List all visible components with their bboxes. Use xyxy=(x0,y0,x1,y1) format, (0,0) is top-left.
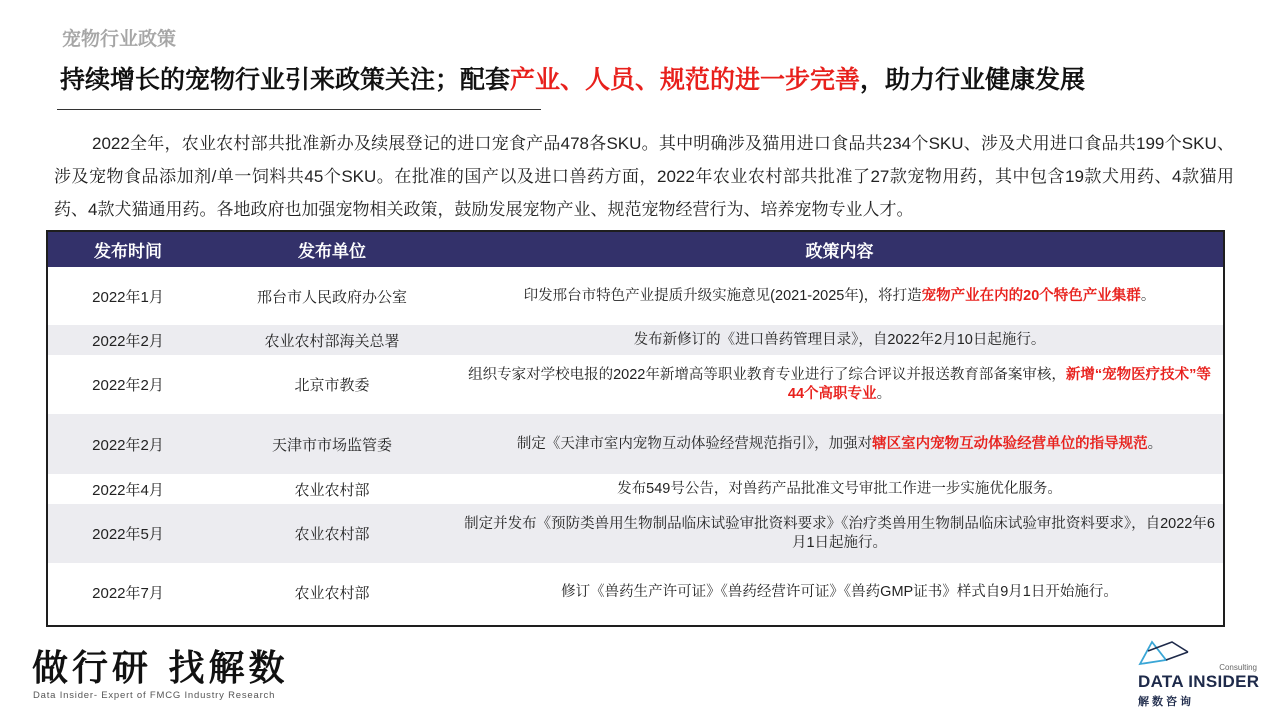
table-row xyxy=(48,474,1223,504)
cell-unit: 农业农村部海关总署 xyxy=(264,332,400,350)
cell-content xyxy=(456,287,1223,306)
content-text: 制定《天津市室内宠物互动体验经营规范指引》，加强对 xyxy=(516,435,873,452)
content-highlight: 新增“宠物医疗技术”等44个高职专业 xyxy=(787,366,1211,402)
cell-date: 2022年7月 xyxy=(92,584,164,602)
table-row xyxy=(48,355,1223,414)
table-row xyxy=(48,414,1223,474)
logo-consulting: Consulting xyxy=(1219,663,1257,672)
header-content: 政策内容 xyxy=(805,242,874,261)
header-unit: 发布单位 xyxy=(298,242,366,261)
cell-unit: 农业农村部 xyxy=(294,526,370,543)
logo-name: DATA INSIDER xyxy=(1138,672,1260,691)
cell-content xyxy=(456,480,1223,499)
title-divider xyxy=(57,109,541,110)
cell-unit: 邢台市人民政府办公室 xyxy=(256,288,407,306)
cell-content xyxy=(456,515,1223,553)
content-text: 发布新修订的《进口兽药管理目录》，自2022年2月10日起施行。 xyxy=(633,331,1046,348)
content-highlight: 宠物产业在内的20个特色产业集群 xyxy=(921,287,1141,304)
cell-date: 2022年1月 xyxy=(92,288,164,306)
cell-content xyxy=(456,366,1223,404)
header-date: 发布时间 xyxy=(94,242,162,261)
cell-content xyxy=(456,435,1223,454)
title-highlight: 产业、人员、规范的进一步完善 xyxy=(510,66,861,94)
cell-date: 2022年2月 xyxy=(92,436,164,454)
content-text: 印发邢台市特色产业提质升级实施意见(2021-2025年)，将打造 xyxy=(523,287,922,304)
table-row xyxy=(48,563,1223,621)
cell-date: 2022年5月 xyxy=(92,526,164,543)
logo-cn-name: 解数咨询 xyxy=(1138,696,1194,708)
content-text: 修订《兽药生产许可证》《兽药经营许可证》《兽药GMP证书》样式自9月1日开始施行。 xyxy=(561,583,1118,600)
content-tail: 。 xyxy=(876,385,892,402)
content-text: 制定并发布《预防类兽用生物制品临床试验审批资料要求》《治疗类兽用生物制品临床试验审批资料要求》，自2022年6月1日起施行。 xyxy=(464,515,1215,551)
cell-content xyxy=(456,331,1223,350)
table-header-row xyxy=(48,232,1223,267)
table-row xyxy=(48,504,1223,563)
data-insider-logo xyxy=(1136,638,1260,710)
cell-date: 2022年2月 xyxy=(92,377,164,394)
cell-date: 2022年2月 xyxy=(92,332,164,350)
logo-mark-icon xyxy=(1136,638,1206,668)
table-row xyxy=(48,325,1223,355)
cell-content xyxy=(456,583,1223,602)
content-tail: 。 xyxy=(1147,435,1163,452)
title-part-2: ，助力行业健康发展 xyxy=(860,66,1086,94)
section-tag: 宠物行业政策 xyxy=(62,29,177,50)
cell-unit: 农业农村部 xyxy=(294,481,370,499)
content-highlight: 辖区室内宠物互动体验经营单位的指导规范 xyxy=(872,435,1148,452)
title-part-1: 持续增长的宠物行业引来政策关注；配套 xyxy=(60,66,511,94)
content-tail: 。 xyxy=(1140,287,1156,304)
footer-subtitle: Data Insider- Expert of FMCG Industry Research xyxy=(33,690,276,701)
footer-slogan: 做行研 找解数 xyxy=(32,647,289,689)
cell-date: 2022年4月 xyxy=(92,481,164,499)
policy-table xyxy=(46,230,1225,627)
content-text: 组织专家对学校电报的2022年新增高等职业教育专业进行了综合评议并报送教育部备案审核， xyxy=(468,366,1066,383)
content-text: 发布549号公告，对兽药产品批准文号审批工作进一步实施优化服务。 xyxy=(617,480,1062,497)
intro-paragraph: 2022全年，农业农村部共批准新办及续展登记的进口宠食产品478各SKU。其中明确涉及猫用进口食品共234个SKU、涉及犬用进口食品共199个SKU、涉及宠物食品添加剂/单一饲料共45个SKU。在批准的国产以及进口兽药方面，2022年农业农村部共批准了27款宠物用药，其中包含19款犬用药、4款猫用药、4款犬猫通用药。各地政府也加强宠物相关政策，鼓励发展宠物产业、规范宠物经营行为、培养宠物专业人才。 xyxy=(54,134,1234,219)
cell-unit: 天津市市场监管委 xyxy=(271,436,392,454)
page-title xyxy=(60,60,1085,96)
cell-unit: 农业农村部 xyxy=(294,584,370,602)
table-row xyxy=(48,267,1223,325)
cell-unit: 北京市教委 xyxy=(294,377,370,394)
